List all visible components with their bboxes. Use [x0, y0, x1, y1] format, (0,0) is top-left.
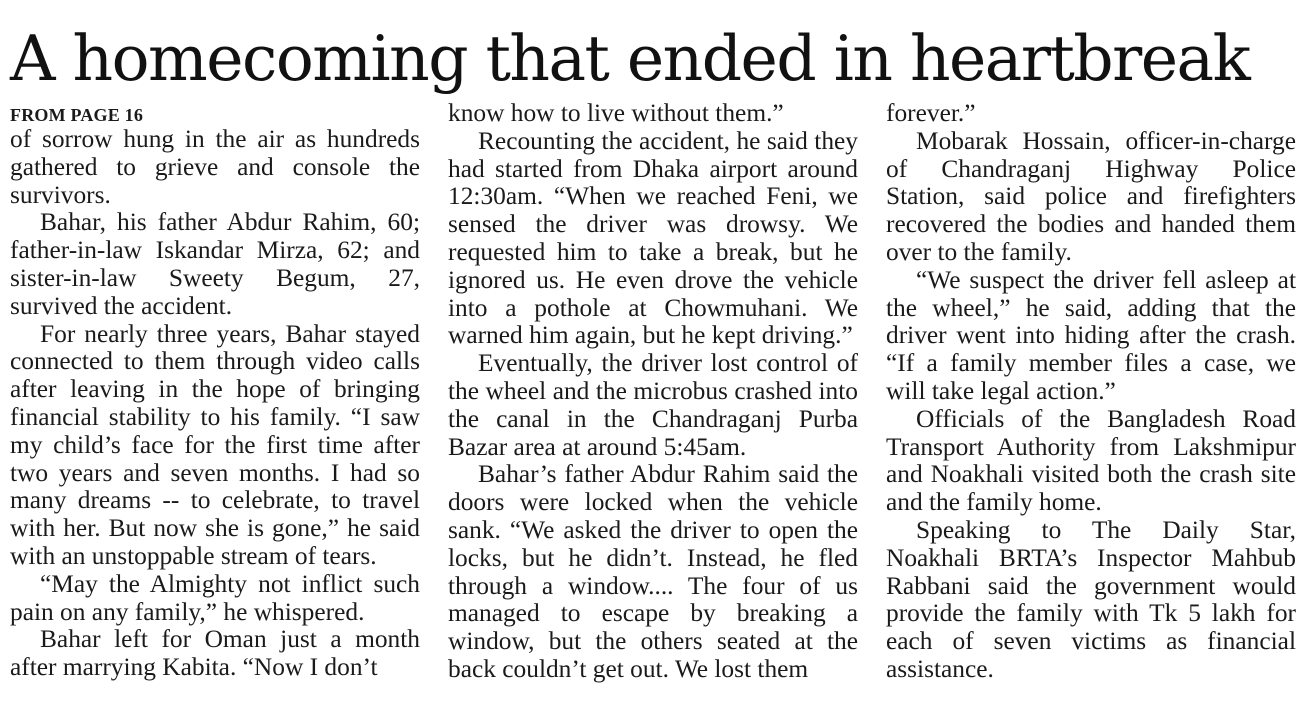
paragraph: Mobarak Hossain, officer-in-charge of Chandraganj Highway Police Station, said police and firefighters recovered the bodies and handed them over to the family.: [886, 126, 1296, 266]
article-column-2: [448, 100, 858, 684]
paragraph: “We suspect the driver fell asleep at the wheel,” he said, adding that the driver went into hiding after the crash. “If a family member files a case, we will take legal action.”: [886, 265, 1296, 405]
paragraph: Officials of the Bangladesh Road Transport Authority from Lakshmipur and Noakhali visited both the crash site and the family home.: [886, 404, 1296, 517]
headline: A homecoming that ended in heartbreak: [10, 22, 1250, 95]
paragraph: Bahar left for Oman just a month after marrying Kabita. “Now I don’t: [10, 625, 420, 682]
continued-from-label: FROM PAGE 16: [10, 105, 144, 125]
paragraph: “May the Almighty not inflict such pain on any family,” he whispered.: [10, 569, 420, 626]
article-column-1: [10, 104, 420, 682]
paragraph: forever.”: [886, 99, 976, 127]
paragraph: of sorrow hung in the air as hundreds gathered to grieve and console the survivors.: [10, 125, 420, 209]
paragraph: Eventually, the driver lost control of the wheel and the microbus crashed into the canal in the Chandraganj Purba Bazar area at around 5:45am.: [448, 349, 858, 461]
article-column-3: [886, 100, 1296, 684]
paragraph: For nearly three years, Bahar stayed connected to them through video calls after leaving in the hope of bringing financial stability to his family. “I saw my child’s face for the first time after two years and seven months. I had so many dreams -- to celebrate, to travel with her. But now she is gone,” he said with an unstoppable stream of tears.: [10, 319, 420, 570]
paragraph: Bahar, his father Abdur Rahim, 60; father-in-law Iskandar Mirza, 62; and sister-in-law Sweety Begum, 27, survived the accident.: [10, 208, 420, 320]
paragraph: know how to live without them.”: [448, 99, 784, 127]
paragraph: Recounting the accident, he said they had started from Dhaka airport around 12:30am. “When we reached Feni, we sensed the driver was drowsy. We requested him to take a break, but he ignored us. He even drove the vehicle into a pothole at Chowmuhani. We warned him again, but he kept driving.”: [448, 126, 858, 350]
paragraph: Bahar’s father Abdur Rahim said the doors were locked when the vehicle sank. “We asked the driver to open the locks, but he didn’t. Instead, he fled through a window.... The four of us managed to escape by breaking a window, but the others seated at the back couldn’t get out. We lost them: [448, 460, 858, 683]
paragraph: Speaking to The Daily Star, Noakhali BRTA’s Inspector Mahbub Rabbani said the government would provide the family with Tk 5 lakh for each of seven victims as financial assistance.: [886, 515, 1296, 683]
